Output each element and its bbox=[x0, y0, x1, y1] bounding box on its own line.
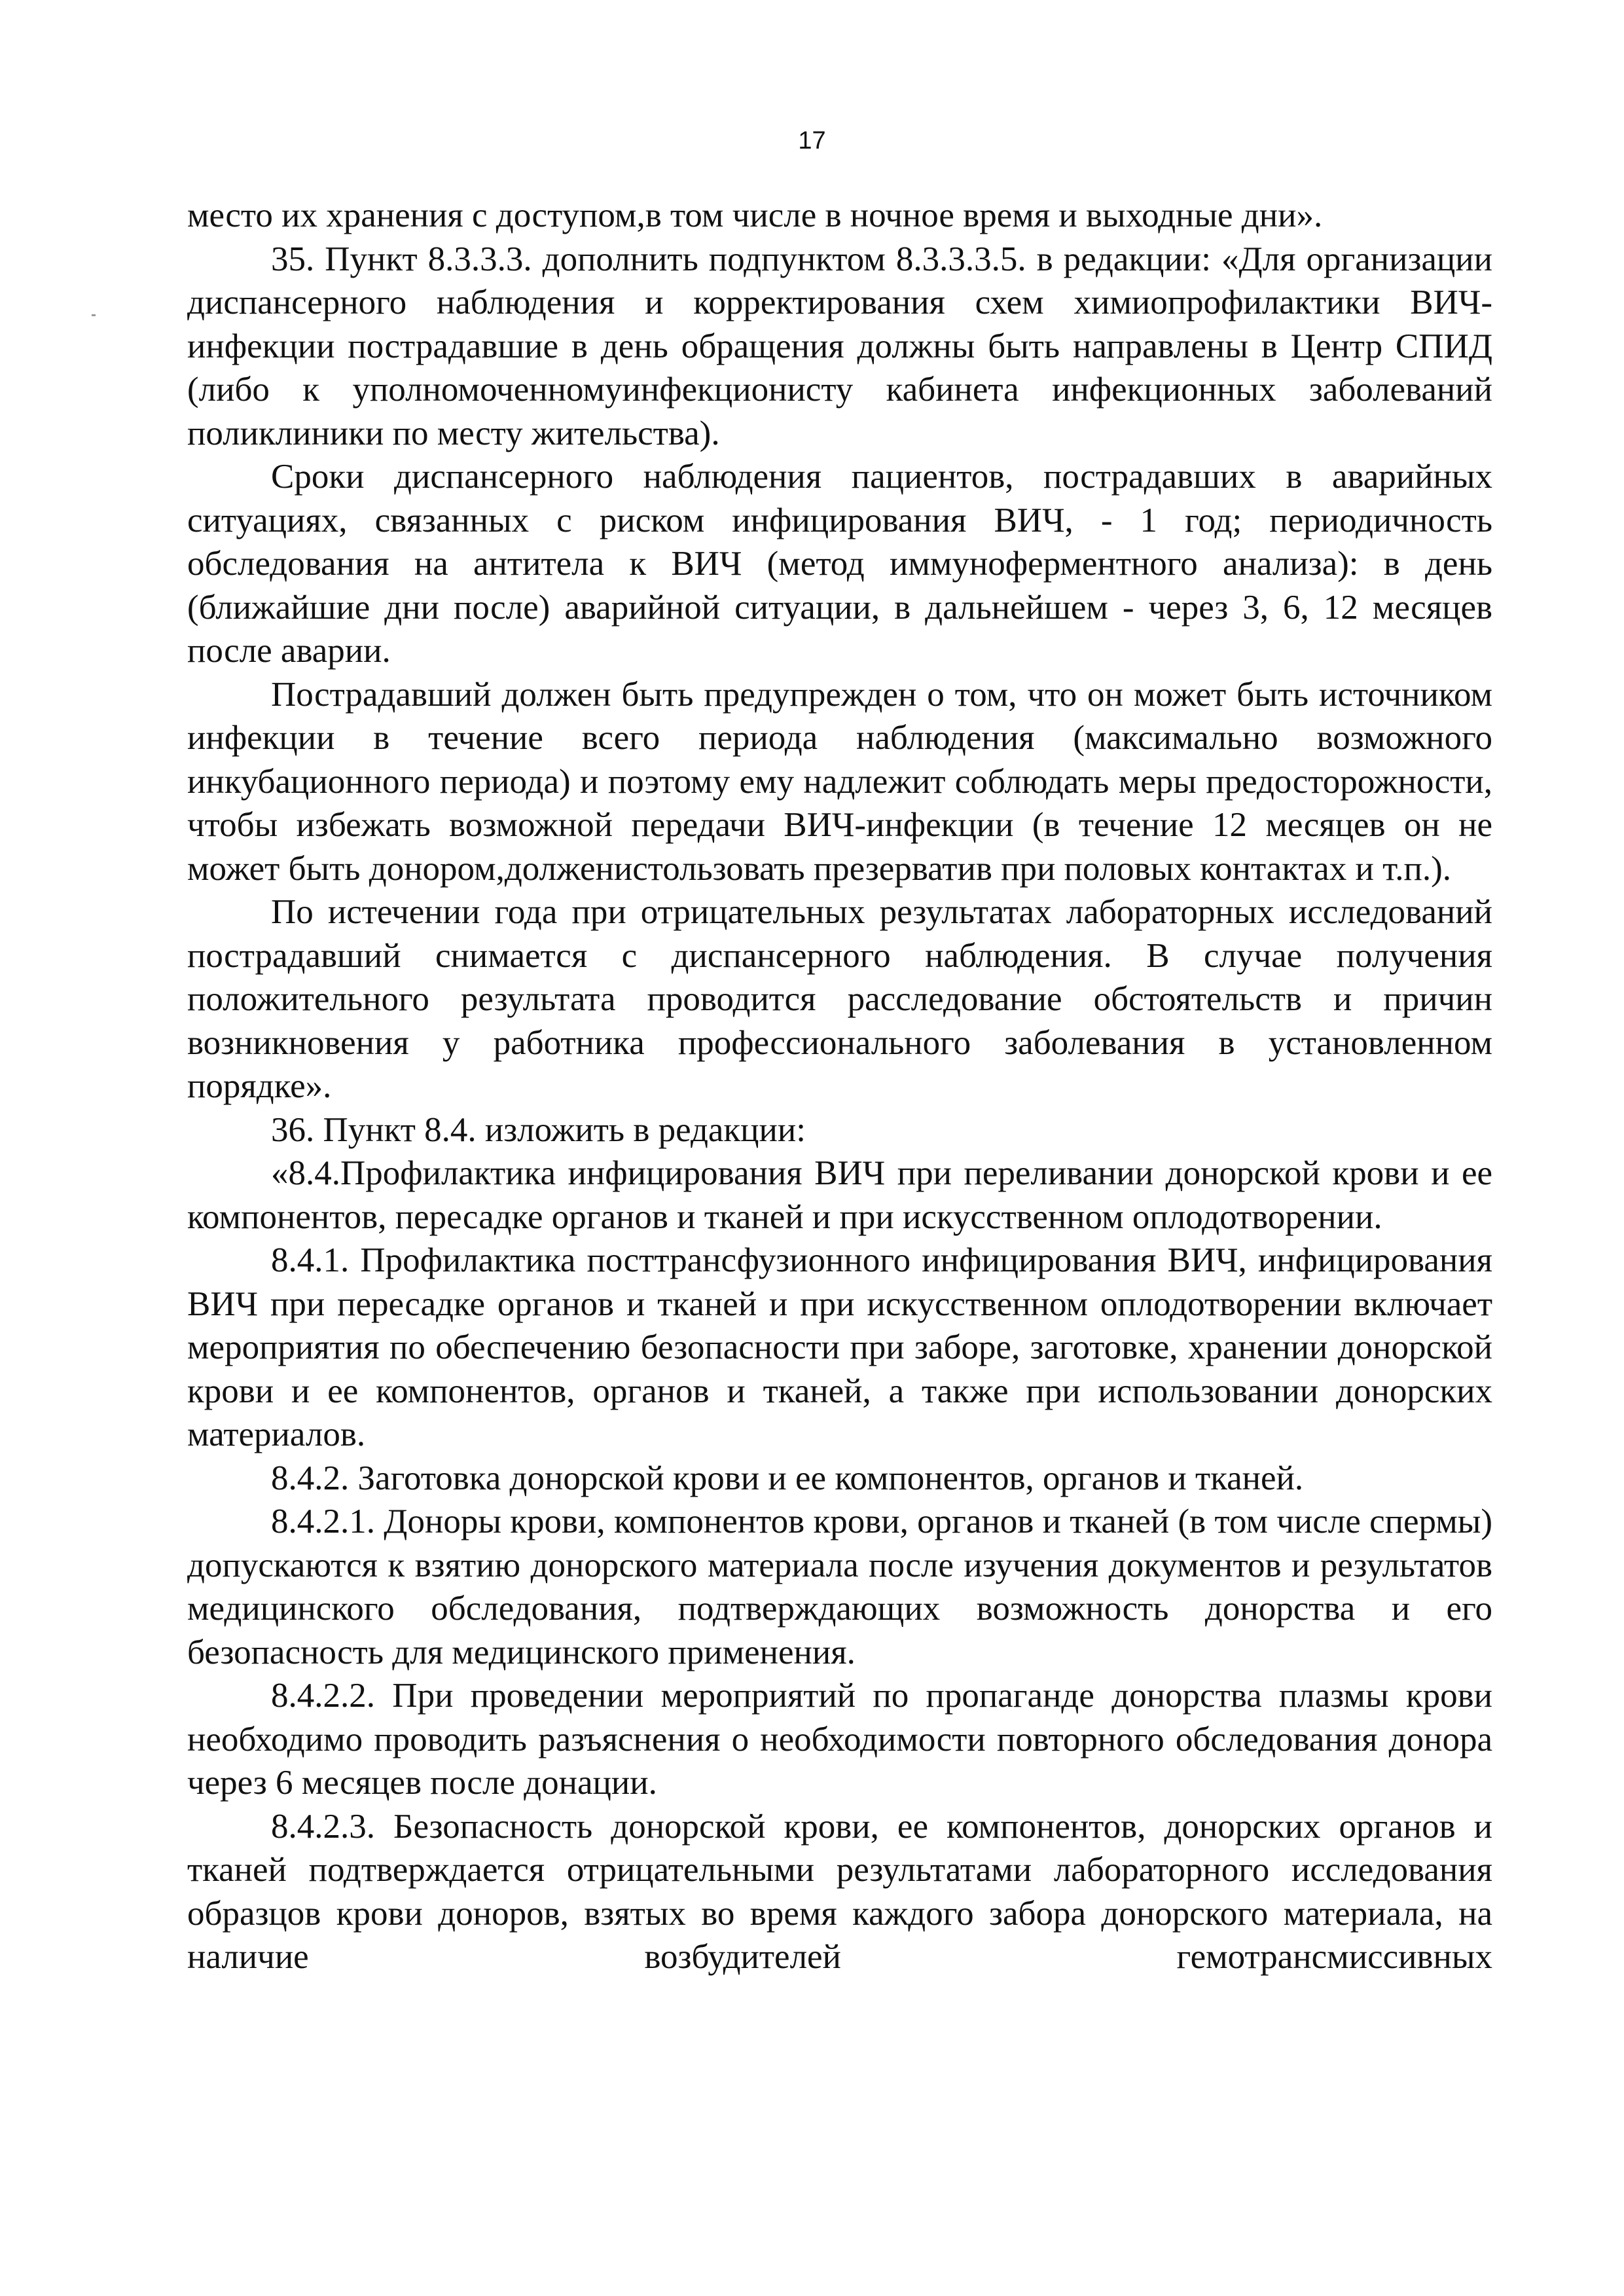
paragraph-section-8-4: «8.4.Профилактика инфицирования ВИЧ при переливании донорской крови и ее компонентов, пересадке органов и тканей и при искусственном оплодотворении. bbox=[187, 1154, 1492, 1236]
paragraph-end-of-observation: По истечении года при отрицательных результатах лабораторных исследований пострадавший снимается с диспансерного наблюдения. В случае получения положительного результата проводится расследование обстоятельств и причин возникновения у работника профессионального заболевания в установленном порядке». bbox=[187, 893, 1492, 1105]
document-body bbox=[187, 194, 1492, 1979]
paragraph-victim-warning: Пострадавший должен быть предупрежден о том, что он может быть источником инфекции в течение всего периода наблюдения (максимально возможного инкубационного периода) и поэтому ему надлежит соблюдать меры предосторожности, чтобы избежать возможной передачи ВИЧ-инфекции (в течение 12 месяцев он не может быть донором,долженистользовать презерватив при половых контактах и т.п.). bbox=[187, 675, 1492, 888]
scan-artifact bbox=[92, 314, 96, 316]
paragraph-item-36: 36. Пункт 8.4. изложить в редакции: bbox=[271, 1110, 806, 1149]
paragraph-observation-period: Сроки диспансерного наблюдения пациентов, пострадавших в аварийных ситуациях, связанных с риском инфицирования ВИЧ, - 1 год; периодичность обследования на антитела к ВИЧ (метод иммуноферментного анализа): в день (ближайшие дни после) аварийной ситуации, в дальнейшем - через 3, 6, 12 месяцев после аварии. bbox=[187, 458, 1492, 670]
paragraph-section-8-4-2-1: 8.4.2.1. Доноры крови, компонентов крови, органов и тканей (в том числе спермы) допускаются к взятию донорского материала после изучения документов и результатов медицинского обследования, подтверждающих возможность донорства и его безопасность для медицинского применения. bbox=[187, 1503, 1492, 1671]
paragraph-section-8-4-2-2: 8.4.2.2. При проведении мероприятий по пропаганде донорства плазмы крови необходимо проводить разъяснения о необходимости повторного обследования донора через 6 месяцев после донации. bbox=[187, 1677, 1492, 1802]
paragraph-item-35: 35. Пункт 8.3.3.3. дополнить подпунктом 8.3.3.3.5. в редакции: «Для организации диспансерного наблюдения и корректирования схем химиопрофилактики ВИЧ-инфекции пострадавшие в день обращения должны быть направлены в Центр СПИД (либо к уполномоченномуинфекционисту кабинета инфекционных заболеваний поликлиники по месту жительства). bbox=[187, 240, 1492, 452]
paragraph-section-8-4-2: 8.4.2. Заготовка донорской крови и ее компонентов, органов и тканей. bbox=[271, 1459, 1304, 1497]
paragraph-section-8-4-2-3: 8.4.2.3. Безопасность донорской крови, ее компонентов, донорских органов и тканей подтверждается отрицательными результатами лабораторного исследования образцов крови доноров, взятых во время каждого забора донорского материала, на наличие возбудителей гемотрансмиссивных bbox=[187, 1807, 1492, 1976]
page-number: 17 bbox=[798, 127, 826, 155]
paragraph-continuation: место их хранения с доступом,в том числе в ночное время и выходные дни». bbox=[187, 196, 1323, 234]
paragraph-section-8-4-1: 8.4.1. Профилактика посттрансфузионного инфицирования ВИЧ, инфицирования ВИЧ при пересадке органов и тканей и при искусственном оплодотворении включает мероприятия по обеспечению безопасности при заборе, заготовке, хранении донорской крови и ее компонентов, органов и тканей, а также при использовании донорских материалов. bbox=[187, 1241, 1492, 1453]
